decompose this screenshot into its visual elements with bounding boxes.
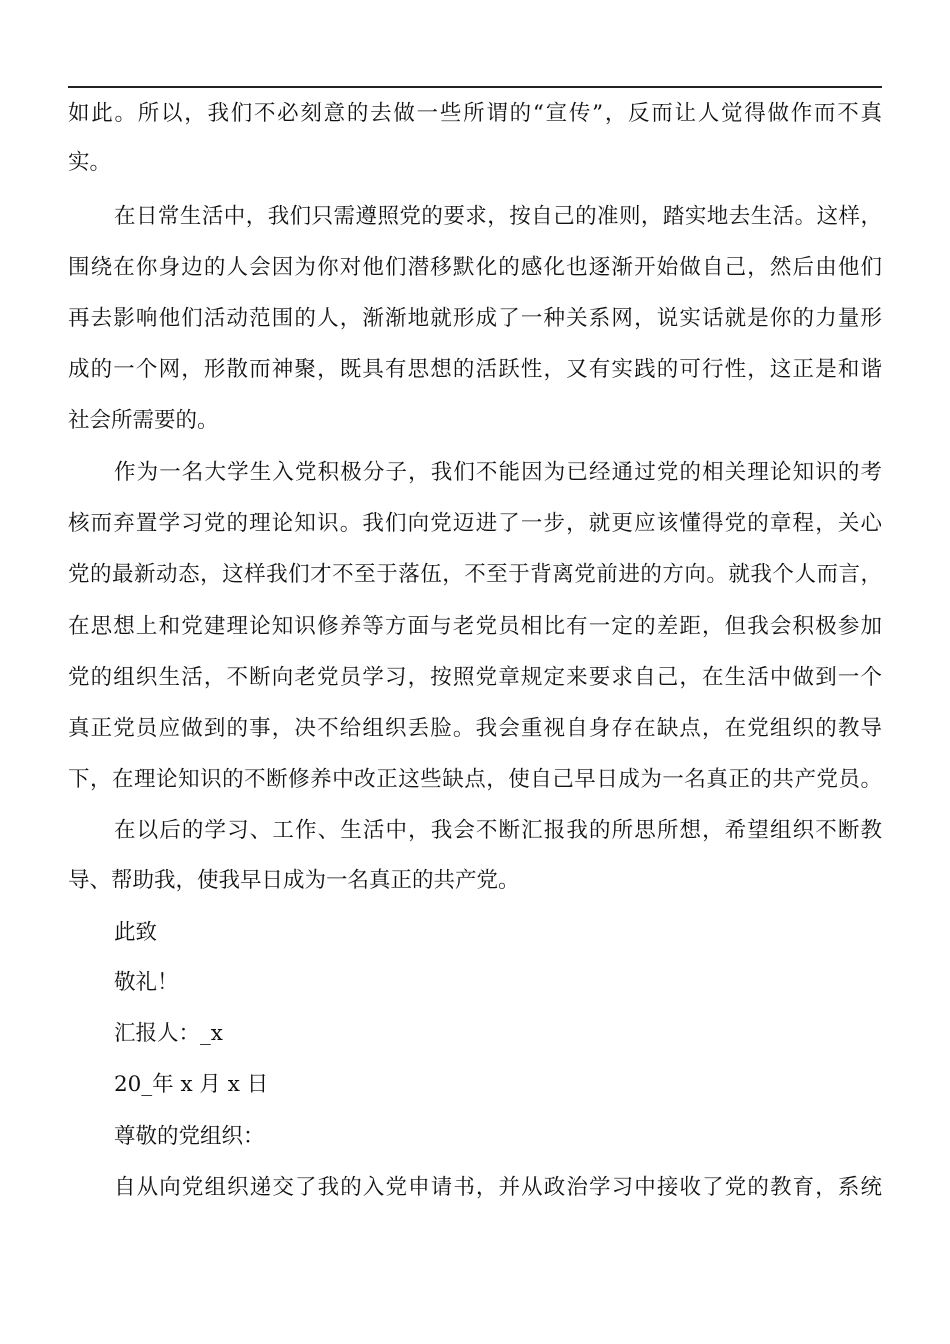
closing-regards: 敬礼！	[114, 970, 179, 995]
text-line: 成的一个网，形散而神聚，既具有思想的活跃性，又有实践的可行性，这正是和谐	[68, 357, 882, 382]
text-line: 在日常生活中，我们只需遵照党的要求，按自己的准则，踏实地去生活。这样，	[114, 204, 882, 229]
text-line: 实。	[68, 150, 112, 175]
text-line: 下，在理论知识的不断修养中改正这些缺点，使自己早日成为一名真正的共产党员。	[68, 767, 882, 792]
greeting-line: 尊敬的党组织：	[114, 1124, 265, 1149]
text-line: 围绕在你身边的人会因为你对他们潜移默化的感化也逐渐开始做自己，然后由他们	[68, 255, 882, 280]
date-line: 20_年 x 月 x 日	[114, 1072, 269, 1097]
reporter-line: 汇报人：_x	[114, 1021, 223, 1046]
text-line: 社会所需要的。	[68, 408, 219, 433]
text-line: 党的组织生活，不断向老党员学习，按照党章规定来要求自己，在生活中做到一个	[68, 665, 882, 690]
text-line: 在以后的学习、工作、生活中，我会不断汇报我的所思所想，希望组织不断教	[114, 818, 882, 843]
closing-salutation: 此致	[114, 920, 158, 945]
text-line: 自从向党组织递交了我的入党申请书，并从政治学习中接收了党的教育，系统	[114, 1175, 882, 1200]
text-line: 作为一名大学生入党积极分子，我们不能因为已经通过党的相关理论知识的考	[114, 460, 882, 485]
text-line: 在思想上和党建理论知识修养等方面与老党员相比有一定的差距，但我会积极参加	[68, 614, 882, 639]
text-line: 导、帮助我，使我早日成为一名真正的共产党。	[68, 868, 520, 893]
text-line: 真正党员应做到的事，决不给组织丢脸。我会重视自身存在缺点，在党组织的教导	[68, 716, 882, 741]
text-line: 再去影响他们活动范围的人，渐渐地就形成了一种关系网，说实话就是你的力量形	[68, 306, 882, 331]
text-line: 如此。所以，我们不必刻意的去做一些所谓的“宣传”，反而让人觉得做作而不真	[68, 101, 882, 126]
text-line: 核而弃置学习党的理论知识。我们向党迈进了一步，就更应该懂得党的章程，关心	[68, 511, 882, 536]
text-line: 党的最新动态，这样我们才不至于落伍，不至于背离党前进的方向。就我个人而言，	[68, 562, 882, 587]
